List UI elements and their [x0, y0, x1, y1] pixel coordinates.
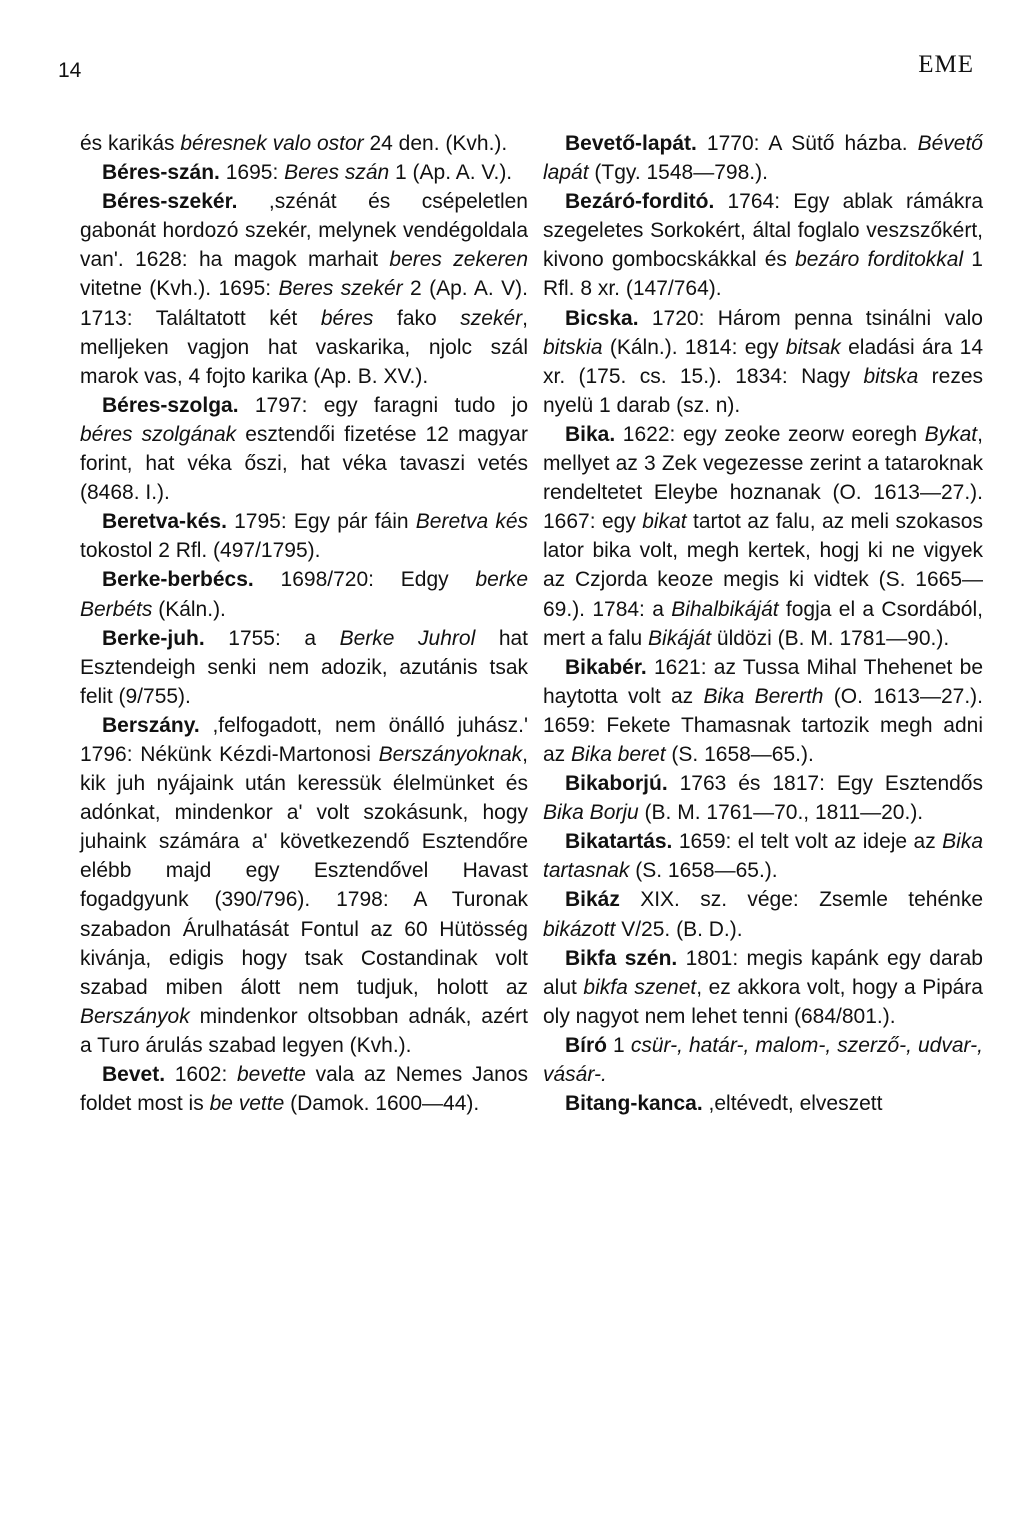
dictionary-entry — [543, 827, 983, 885]
entry-quotation: Beres szán — [284, 161, 390, 185]
entry-quotation: Berke Juhrol — [339, 626, 476, 650]
entry-text: 1755: a — [204, 626, 340, 650]
entry-text: 1659: el telt volt az ideje az — [672, 830, 943, 854]
entry-quotation: berke Berbéts — [80, 568, 528, 621]
entry-text: , ez akkora volt, hogy a Pipára oly nagyot nem lehet tenni (684/801.). — [543, 975, 983, 1028]
entry-text: 1763 és 1817: Egy Esztendős — [667, 772, 983, 796]
entry-quotation: bitskia — [543, 335, 603, 359]
entry-text: rezes nyelü 1 darab (sz. n). — [543, 364, 983, 417]
entry-quotation: Bika Borju — [543, 801, 639, 825]
entry-quotation: Bika beret — [571, 742, 666, 766]
entry-quotation: Bika tartasnak — [543, 830, 983, 883]
entry-text: 1 — [607, 1033, 631, 1057]
entry-headword: Bikaborjú. — [565, 772, 668, 796]
right-column — [543, 129, 983, 1118]
entry-quotation: Bika Bererth — [703, 684, 824, 708]
dictionary-entry — [80, 391, 528, 507]
entry-headword: Béres-szán. — [102, 161, 220, 185]
entry-headword: Berke-berbécs. — [102, 568, 254, 592]
entry-text: 1622: egy zeoke zeorw eoregh — [615, 422, 925, 446]
entry-text: , melljeken vagjon hat vaskarika, njolc szál marok vas, 4 fojto karika (Ap. B. XV.). — [80, 306, 528, 388]
entry-quotation: bitska — [863, 364, 919, 388]
dictionary-entry — [543, 769, 983, 827]
entry-quotation: Berszányok — [80, 1004, 190, 1028]
entry-quotation: Bévető lapát — [543, 132, 983, 185]
entry-headword: Bezáró-forditó. — [565, 190, 715, 214]
entry-quotation: beres zekeren — [389, 248, 528, 272]
entry-headword: Bikatartás. — [565, 830, 673, 854]
entry-text: 1695: — [219, 161, 285, 185]
entry-headword: Bika. — [565, 422, 616, 446]
entry-text: (Káln.). 1814: egy — [602, 335, 786, 359]
entry-text: 1764: Egy ablak rámákra szegeletes Sorkokért, által foglalo veszszőkért, kivono gombocskákkal és — [543, 190, 983, 272]
entry-text: 1 Rfl. 8 xr. (147/764). — [543, 248, 983, 301]
entry-headword: Béres-szolga. — [102, 393, 239, 417]
entry-quotation: csür-, határ-, malom-, szerző-, udvar-, vásár-. — [543, 1033, 983, 1086]
dictionary-entry — [80, 507, 528, 565]
entry-text: 24 den. (Kvh.). — [363, 132, 508, 155]
entry-quotation: szekér — [460, 306, 523, 330]
entry-text: fako — [373, 306, 461, 330]
entry-text: és karikás — [80, 132, 181, 155]
dictionary-entry — [80, 624, 528, 711]
entry-text: ,szénát és csépeletlen gabonát hordozó szekér, melynek vendégoldala van'. 1628: ha magok marhait — [80, 190, 528, 272]
entry-headword: Bitang-kanca. — [565, 1092, 703, 1116]
entry-text: (S. 1658—65.). — [629, 859, 778, 883]
entry-text: (Tgy. 1548—798.). — [588, 161, 768, 185]
dictionary-entry — [80, 129, 528, 158]
dictionary-entry — [80, 187, 528, 391]
entry-quotation: Berszányoknak — [378, 742, 523, 766]
page-number: 14 — [58, 59, 82, 82]
entry-text: 1621: az Tussa Mihal Thehenet be haytotta volt az — [543, 655, 983, 708]
entry-quotation: bitsak — [785, 335, 841, 359]
entry-text: 1698/720: Edgy — [253, 568, 476, 592]
entry-quotation: bevette — [237, 1063, 306, 1086]
dictionary-entry — [80, 158, 528, 187]
entry-text: hat Esztendeigh senki nem adozik, azutánis tsak felit (9/755). — [80, 626, 529, 708]
entry-text: ,eltévedt, elveszett — [702, 1092, 883, 1116]
entry-headword: Bikabér. — [565, 655, 647, 679]
dictionary-entry — [543, 304, 983, 420]
dictionary-entry — [80, 711, 528, 1060]
entry-text: 1720: Három penna tsinálni valo — [638, 306, 983, 330]
entry-text: V/25. (B. D.). — [615, 917, 743, 941]
entry-text: 1770: A Sütő házba. — [696, 132, 918, 155]
entry-headword: Bicska. — [565, 306, 639, 330]
entry-text: 2 (Ap. A. V). 1713: Találtatott két — [80, 277, 528, 330]
entry-quotation: bezáro forditokkal — [795, 248, 964, 272]
entry-text: tartot az falu, az meli szokasos lator bika volt, megh kertek, hogj ki ne vigyek az Czjorda keoze megis ki vidtek (S. 1665—69.). 1784: a — [543, 510, 983, 621]
entry-quotation: bikázott — [543, 917, 616, 941]
entry-text: , mellyet az 3 Zek vegezesse zerint a tataroknak rendeltetet Eleybe hoznanak (O. 1613—27.). 1667: egy — [543, 422, 983, 534]
entry-quotation: Beres szekér — [278, 277, 403, 301]
entry-text: mindenkor oltsobban adnák, azért a Turo árulás szabad legyen (Kvh.). — [80, 1004, 528, 1057]
entry-text: 1 (Ap. A. V.). — [389, 161, 513, 185]
left-column — [80, 129, 528, 1118]
entry-text: fogja el a Csordából, mert a falu — [543, 597, 983, 650]
entry-text: (S. 1658—65.). — [665, 742, 814, 766]
entry-text: 1795: Egy pár fáin — [226, 510, 416, 534]
entry-quotation: Bikáját — [648, 626, 712, 650]
dictionary-entry — [543, 944, 983, 1031]
entry-text: (O. 1613—27.). 1659: Fekete Thamasnak tartozik megh adni az — [543, 684, 983, 766]
entry-quotation: Bykat — [924, 422, 978, 446]
dictionary-entry — [543, 885, 983, 943]
entry-text: XIX. sz. vége: Zsemle tehénke — [619, 888, 983, 912]
entry-quotation: be vette — [209, 1092, 285, 1116]
entry-text: 1801: megis kapánk egy darab alut — [543, 946, 983, 999]
entry-text: (Káln.). — [152, 597, 226, 621]
entry-text: 1602: — [165, 1063, 237, 1086]
entry-headword: Bevető-lapát. — [565, 132, 697, 155]
entry-text: tokostol 2 Rfl. (497/1795). — [80, 539, 321, 563]
entry-headword: Berszány. — [102, 713, 200, 737]
entry-text: (Damok. 1600—44). — [284, 1092, 480, 1116]
entry-quotation: béresnek valo ostor — [180, 132, 364, 155]
entry-text: 1797: egy faragni tudo jo — [238, 393, 528, 417]
entry-text: , kik juh nyájaink után keressük élelmünket és adónkat, mindenkor a' volt szokásunk, hogy juhaink számára a' következendő Esztendőre elébb majd egy Esztendővel Havast fogadgyunk (390/796). 1798: A Turonak szabadon Árulhatását Fontul az 60 Hütösség kivánja, edigis hogy tsak Costandinak volt szabad miben álott nem tudjuk, holott az — [80, 742, 528, 999]
dictionary-entry — [543, 187, 983, 303]
dictionary-entry — [80, 1060, 528, 1118]
running-head: EME — [918, 51, 974, 78]
entry-headword: Bikáz — [565, 888, 620, 912]
entry-quotation: bikfa szenet — [583, 975, 697, 999]
entry-headword: Berke-juh. — [102, 626, 205, 650]
dictionary-entry — [543, 129, 983, 187]
entry-text: vala az Nemes Janos foldet most is — [80, 1063, 528, 1116]
entry-text: (B. M. 1761—70., 1811—20.). — [638, 801, 924, 825]
entry-quotation: béres szolgának — [80, 422, 237, 446]
entry-headword: Bíró — [565, 1033, 607, 1057]
entry-headword: Béres-szekér. — [102, 190, 238, 214]
entry-quotation: Beretva kés — [415, 510, 528, 534]
entry-quotation: béres — [320, 306, 374, 330]
entry-headword: Bikfa szén. — [565, 946, 678, 970]
dictionary-entry — [543, 1031, 983, 1089]
entry-quotation: Bihalbikáját — [671, 597, 779, 621]
entry-text: eladási ára 14 xr. (175. cs. 15.). 1834: Nagy — [543, 335, 984, 388]
dictionary-entry — [543, 653, 983, 769]
entry-text: ,felfogadott, nem önálló juhász.' 1796: Nékünk Kézdi-Martonosi — [80, 713, 528, 766]
dictionary-entry — [80, 565, 528, 623]
entry-text: vitetne (Kvh.). 1695: — [80, 277, 279, 301]
dictionary-entry — [543, 1089, 983, 1118]
entry-text: üldözi (B. M. 1781—90.). — [711, 626, 950, 650]
entry-quotation: bikat — [642, 510, 687, 534]
entry-headword: Bevet. — [102, 1063, 166, 1086]
dictionary-entry — [543, 420, 983, 653]
entry-text: esztendői fizetése 12 magyar forint, hat véka őszi, hat véka tavaszi vetés (8468. I.). — [80, 422, 528, 505]
entry-headword: Beretva-kés. — [102, 510, 227, 534]
